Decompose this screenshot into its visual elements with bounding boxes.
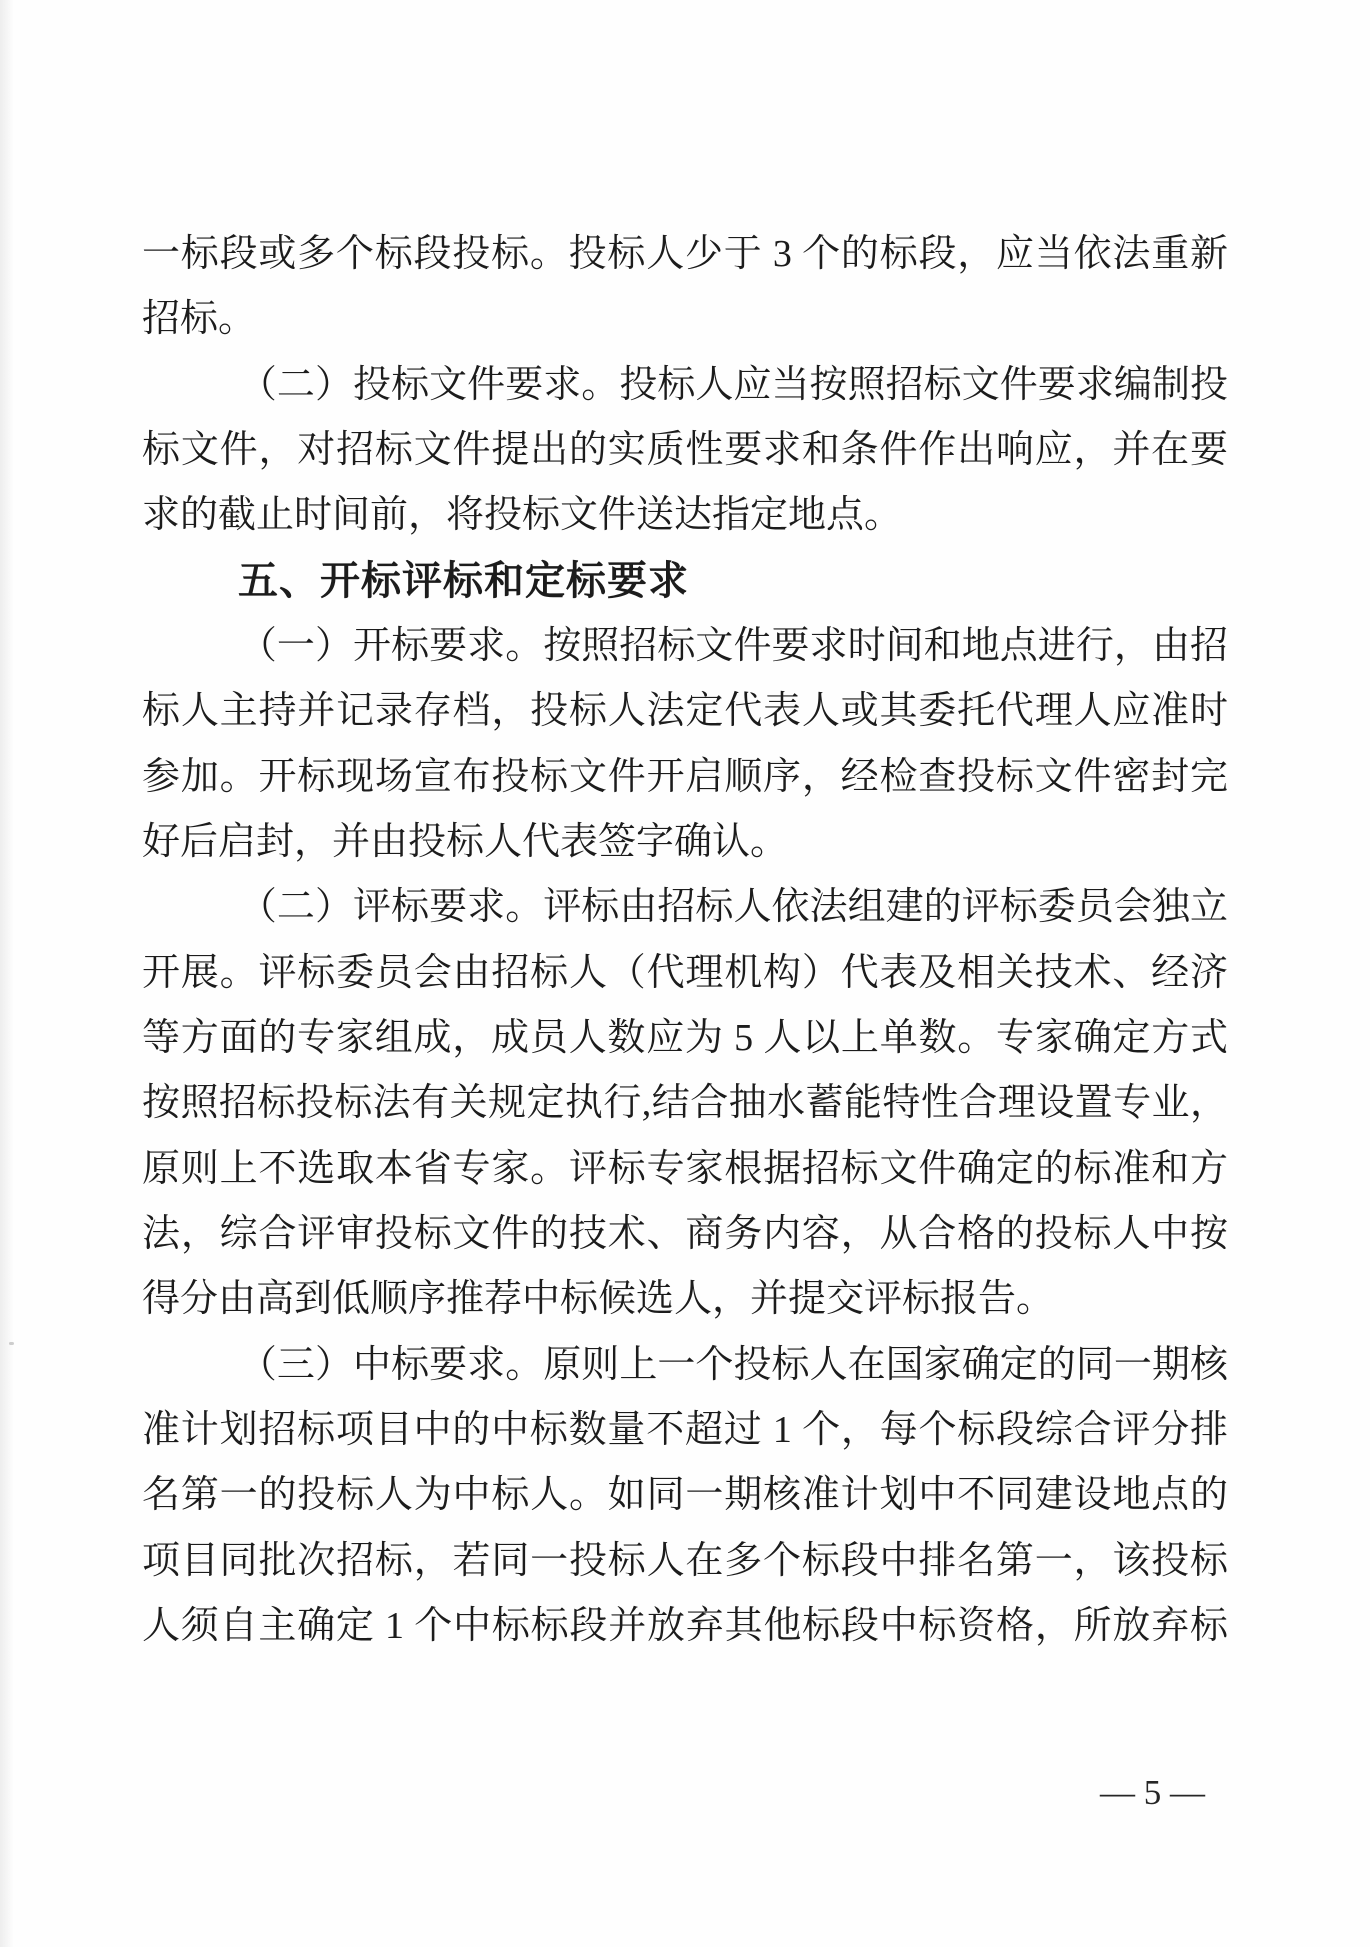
body-line: 人须自主确定 1 个中标标段并放弃其他标段中标资格，所放弃标	[142, 1604, 1228, 1647]
body-line: （二）投标文件要求。投标人应当按照招标文件要求编制投	[238, 363, 1228, 406]
paragraph-bid-document-requirements	[142, 353, 1228, 549]
body-line: （二）评标要求。评标由招标人依法组建的评标委员会独立	[238, 886, 1228, 929]
body-line: 求的截止时间前，将投标文件送达指定地点。	[142, 494, 903, 537]
body-line: 名第一的投标人为中标人。如同一期核准计划中不同建设地点的	[142, 1474, 1228, 1517]
body-line: 一标段或多个标段投标。投标人少于 3 个的标段，应当依法重新	[142, 233, 1228, 275]
body-line: 原则上不选取本省专家。评标专家根据招标文件确定的标准和方	[142, 1147, 1228, 1190]
body-line: 等方面的专家组成，成员人数应为 5 人以上单数。专家确定方式	[142, 1016, 1228, 1059]
body-line: 按照招标投标法有关规定执行,结合抽水蓄能特性合理设置专业，	[142, 1082, 1228, 1125]
paragraph-winning-bid-requirements	[142, 1333, 1228, 1660]
paragraph-bid-evaluation-requirements	[142, 875, 1228, 1332]
body-line: 好后启封，并由投标人代表签字确认。	[142, 820, 789, 863]
body-line: 准计划招标项目中的中标数量不超过 1 个，每个标段综合评分排	[142, 1408, 1228, 1451]
section-heading: 五、开标评标和定标要求	[238, 558, 689, 603]
body-line: 标文件，对招标文件提出的实质性要求和条件作出响应，并在要	[142, 428, 1228, 471]
paragraph-continuation	[142, 222, 1228, 353]
body-line: （一）开标要求。按照招标文件要求时间和地点进行，由招	[238, 624, 1228, 667]
section-five	[142, 549, 1228, 614]
body-line: 参加。开标现场宣布投标文件开启顺序，经检查投标文件密封完	[142, 755, 1228, 798]
body-line: 开展。评标委员会由招标人（代理机构）代表及相关技术、经济	[142, 951, 1228, 994]
body-line: 得分由高到低顺序推荐中标候选人，并提交评标报告。	[142, 1278, 1055, 1321]
scan-speck	[9, 1342, 14, 1345]
page-footer	[1065, 1727, 1205, 1859]
body-line: 招标。	[142, 298, 257, 341]
body-line: 项目同批次招标，若同一投标人在多个标段中排名第一，该投标	[142, 1539, 1228, 1582]
scan-edge-shadow	[0, 0, 14, 1947]
page-number: — 5 —	[1100, 1773, 1205, 1812]
document-body	[142, 222, 1228, 1659]
paragraph-bid-opening-requirements	[142, 614, 1228, 875]
body-line: 法，综合评审投标文件的技术、商务内容，从合格的投标人中按	[142, 1212, 1228, 1255]
body-line: 标人主持并记录存档，投标人法定代表人或其委托代理人应准时	[142, 690, 1228, 733]
body-line: （三）中标要求。原则上一个投标人在国家确定的同一期核	[238, 1343, 1228, 1386]
